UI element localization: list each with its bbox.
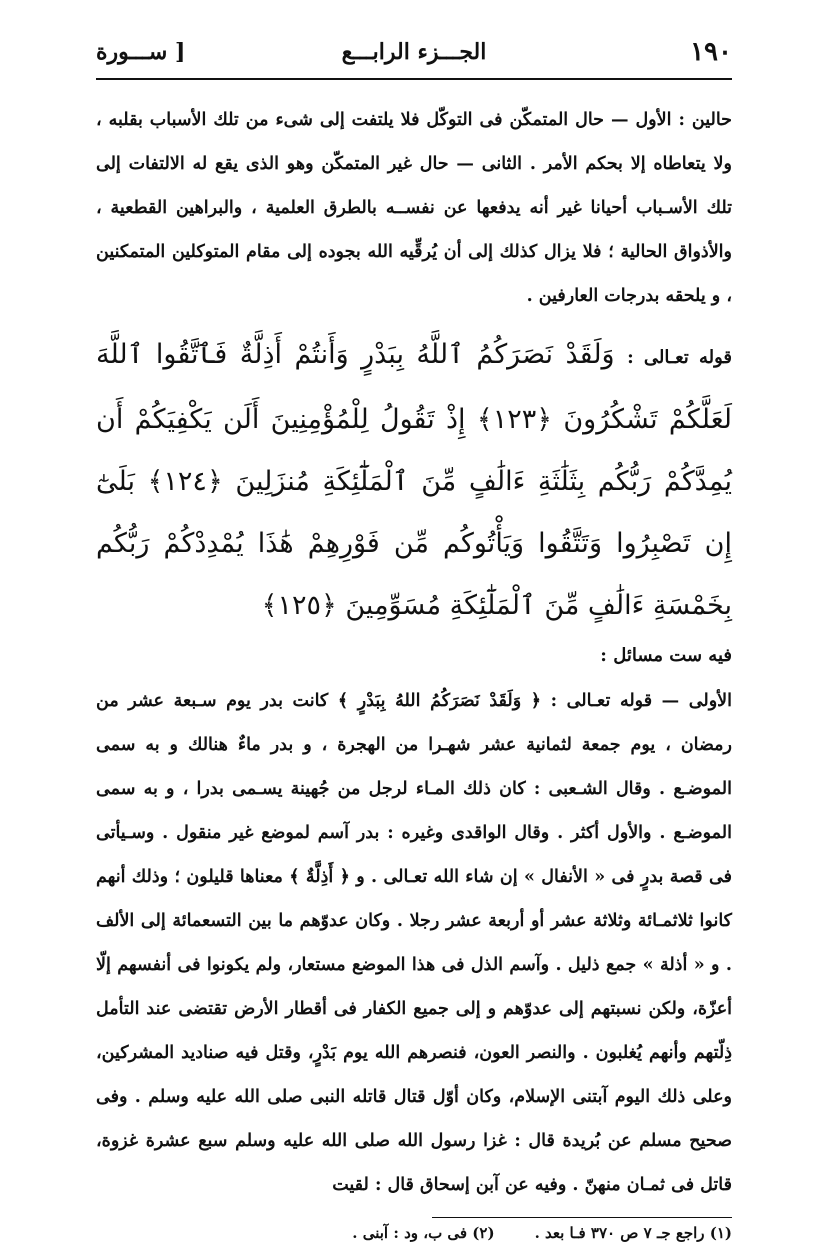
intro-section [96, 98, 732, 318]
page-number: ١٩٠ [690, 37, 732, 67]
footnote-2: (٢) فى ب، ود : آبنى . [352, 1224, 495, 1242]
quran-verses: وَلَقَدْ نَصَرَكُمُ ٱللَّهُ بِبَدْرٍ وَأَنتُمْ أَذِلَّةٌ فَٱتَّقُوا ٱللَّهَ لَعَلَّكُمْ تَشْكُرُونَ ﴿١٢٣﴾ إِذْ تَقُولُ لِلْمُؤْمِنِينَ أَلَن يَكْفِيَكُمْ أَن يُمِدَّكُمْ رَبُّكُم بِثَلَٰثَةِ ءَالَٰفٍ مِّنَ ٱلْمَلَٰٓئِكَةِ مُنزَلِينَ ﴿١٢٤﴾ بَلَىٰٓ إِن تَصْبِرُوا وَتَتَّقُوا وَيَأْتُوكُم مِّن فَوْرِهِمْ هَٰذَا يُمْدِدْكُمْ رَبُّكُم بِخَمْسَةِ ءَالَٰفٍ مِّنَ ٱلْمَلَٰٓئِكَةِ مُسَوِّمِينَ ﴿١٢٥﴾ [96, 339, 732, 621]
header-rule [96, 78, 732, 80]
surah-label: [ ســـورة [96, 39, 186, 65]
quran-lead: قوله تعـالى : [627, 347, 733, 368]
footnote-rule [432, 1217, 732, 1218]
running-title: الجـــزء الرابـــع [341, 39, 487, 65]
intro-paragraph: حالين : الأول — حال المتمكّن فى التوكّل فلا يلتفت إلى شىء من تلك الأسباب بقلبه ، ولا يتعاطاه إلا بحكم الأمر . الثانى — حال غير المتمكّن وهو الذى يقع له الالتفات إلى تلك الأسـباب أحيانا غير أنه يدفعها عن نفســه بالطرق العلمية ، والبراهين القطعية ، والأذواق الحالية ؛ فلا يزال كذلك إلى أن يُرقِّيه الله بجوده إلى مقام المتوكلين المتمكنين ، و يلحقه بدرجات العارفين . [96, 110, 732, 306]
page-header [96, 30, 732, 74]
quran-verses-block [96, 324, 732, 637]
main-paragraph: الأولى — قوله تعـالى : ﴿ وَلَقَدْ نَصَرَكُمُ اللهُ بِبَدْرٍ ﴾ كانت بدر يوم سـبعة عشر من رمضان ، يوم جمعة لثمانية عشر شهـرا من الهجرة ، و بدر ماءٌ هنالك و به سمى الموضـع . وقال الشـعبى : كان ذلك المـاء لرجل من جُهينة يسـمى بدرا ، و به سمى الموضـع . والأول أكثر . وقال الواقدى وغيره : بدر آسم لموضع غير منقول . وسـيأتى فى قصة بدرٍ فى « الأنفال » إن شاء الله تعـالى . و ﴿ أَذِلَّةٌ ﴾ معناها قليلون ؛ وذلك أنهم كانوا ثلاثمـائة وثلاثة عشر أو أربعة عشر رجلا . وكان عدوّهم ما بين التسعمائة إلى الألف . و « أذلة » جمع ذليل . وآسم الذل فى هذا الموضع مستعار، ولم يكونوا فى أنفسهم إلّا أعزّة، ولكن نسبتهم إلى عدوّهم و إلى جميع الكفار فى أقطار الأرض تقتضى عند التأمل ذِلّتهم وأنهم يُغلبون . والنصر العون، فنصرهم الله يوم بَدْرٍ، وقتل فيه صناديد المشركين، وعلى ذلك اليوم آبتنى الإسلام، وكان أوّل قتال قاتله النبى صلى الله عليه وسلم . وفى صحيح مسلم عن بُريدة قال : غزا رسول الله صلى الله عليه وسلم سبع عشرة غزوة، قاتل فى ثمـان منهنّ . وفيه عن آبن إسحاق قال : لقيت [96, 691, 732, 1195]
section-subhead: فيه ست مسائل : [600, 645, 732, 666]
main-section [96, 679, 732, 1207]
footnotes [96, 1224, 732, 1242]
footnote-1: (١) راجع جـ ٧ ص ٣٧٠ فـا بعد . [534, 1224, 732, 1242]
